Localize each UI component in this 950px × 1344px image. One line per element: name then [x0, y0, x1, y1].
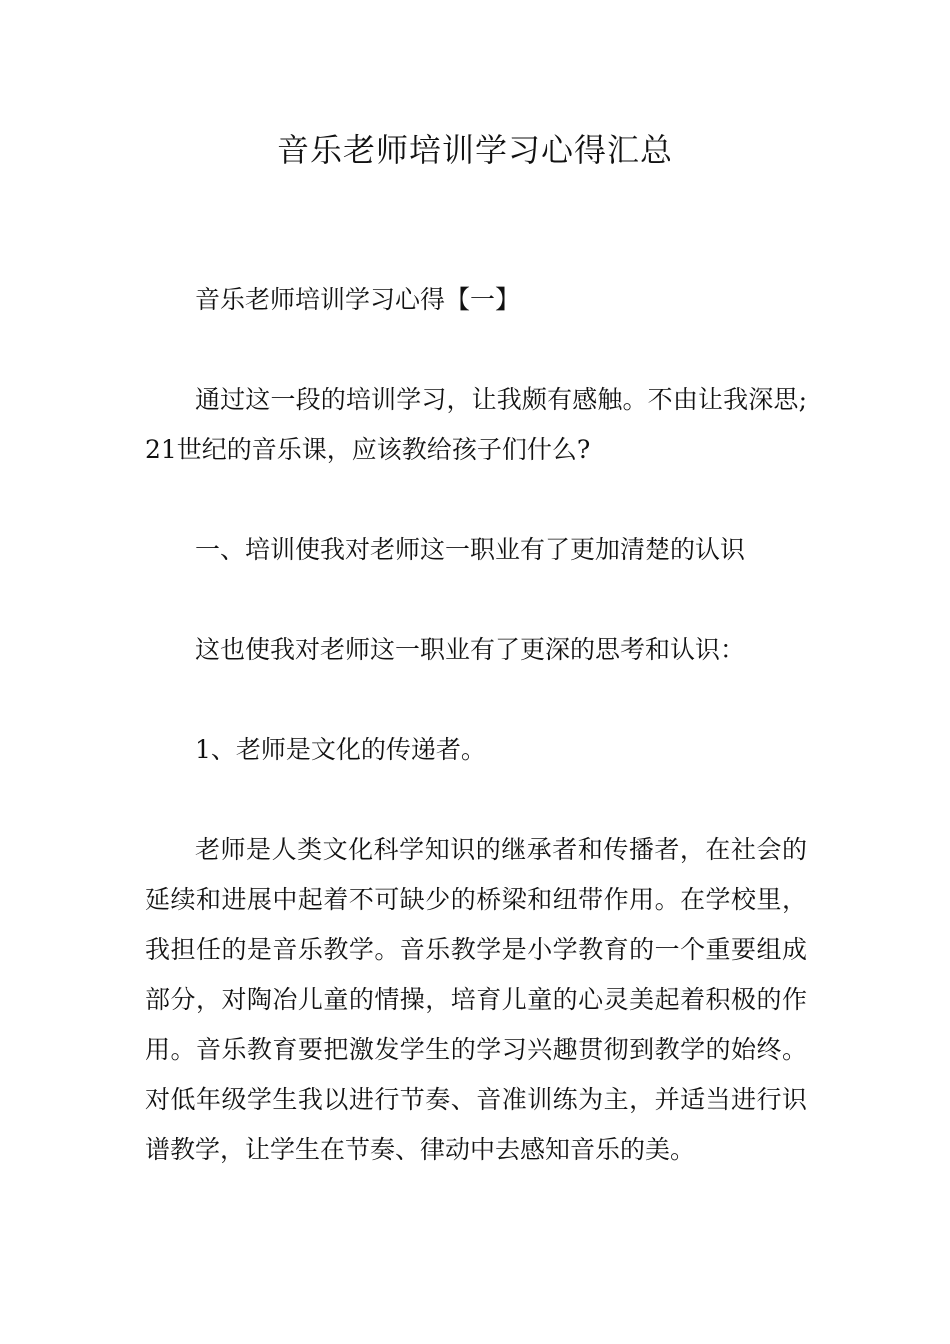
- subpoint-heading: 1、老师是文化的传递者。: [195, 735, 486, 764]
- document-title: 音乐老师培训学习心得汇总: [276, 131, 673, 169]
- document-body: [145, 275, 807, 1175]
- body-paragraph: 老师是人类文化科学知识的继承者和传播者，在社会的延续和进展中起着不可缺少的桥梁和纽带作用。在学校里，我担任的是音乐教学。音乐教学是小学教育的一个重要组成部分，对陶冶儿童的情操，培育儿童的心灵美起着积极的作用。音乐教育要把激发学生的学习兴趣贯彻到教学的始终。对低年级学生我以进行节奏、音准训练为主，并适当进行识谱教学，让学生在节奏、律动中去感知音乐的美。: [145, 835, 807, 1164]
- point-intro-paragraph: 这也使我对老师这一职业有了更深的思考和认识：: [195, 635, 746, 664]
- intro-paragraph: 通过这一段的培训学习，让我颇有感触。不由让我深思;21世纪的音乐课，应该教给孩子们什么?: [145, 385, 807, 464]
- section-heading: 音乐老师培训学习心得【一】: [195, 285, 521, 314]
- point-heading: 一、培训使我对老师这一职业有了更加清楚的认识: [195, 535, 746, 564]
